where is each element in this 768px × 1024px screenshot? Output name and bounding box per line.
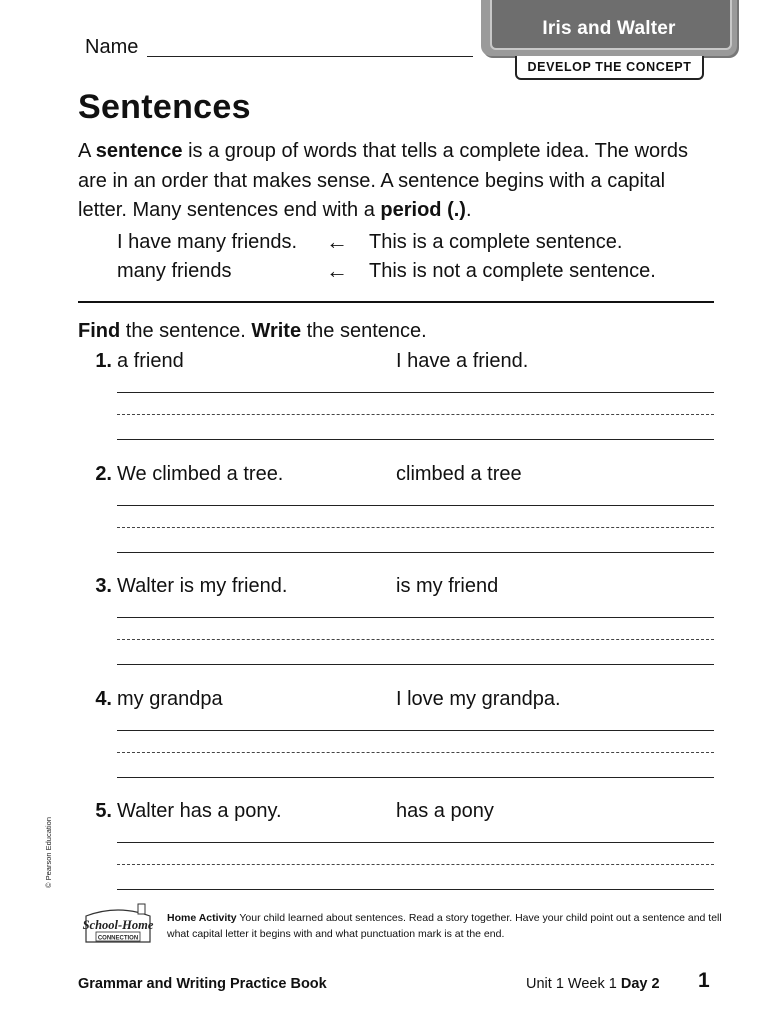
writing-line-mid[interactable] [117, 864, 714, 865]
item-choice-a: Walter has a pony. [117, 800, 282, 822]
school-home-connection-logo [78, 902, 158, 946]
writing-line-top[interactable] [117, 730, 714, 731]
instructions: Find the sentence. Write the sentence. [78, 320, 427, 342]
writing-line-top[interactable] [117, 392, 714, 393]
item-choice-a: Walter is my friend. [117, 575, 288, 597]
item-number: 2. [95, 463, 112, 485]
writing-line-mid[interactable] [117, 752, 714, 753]
item-choice-b: I have a friend. [396, 350, 529, 372]
item-number: 3. [95, 575, 112, 597]
arrow-left-icon: ← [326, 258, 348, 283]
writing-line-mid[interactable] [117, 527, 714, 528]
arrow-left-icon: ← [326, 229, 348, 254]
unit-week-day: Unit 1 Week 1 Day 2 [526, 976, 660, 992]
section-divider [78, 301, 714, 303]
example-note-2: This is not a complete sentence. [369, 260, 656, 282]
writing-line-mid[interactable] [117, 639, 714, 640]
copyright-wrap [44, 817, 115, 897]
logo-line-2: CONNECTION [97, 935, 139, 942]
item-number: 5. [95, 800, 112, 822]
writing-line-base[interactable] [117, 889, 714, 890]
writing-line-base[interactable] [117, 439, 714, 440]
book-title: Grammar and Writing Practice Book [78, 976, 327, 992]
name-label: Name [85, 36, 139, 58]
example-note-1: This is a complete sentence. [369, 231, 623, 253]
example-text-2: many friends [117, 260, 232, 282]
item-choice-b: has a pony [396, 800, 494, 822]
writing-line-base[interactable] [117, 777, 714, 778]
example-text-1: I have many friends. [117, 231, 298, 253]
page-number: 1 [698, 969, 710, 992]
writing-line-top[interactable] [117, 617, 714, 618]
writing-line-top[interactable] [117, 505, 714, 506]
item-number: 1. [95, 350, 112, 372]
item-choice-b: climbed a tree [396, 463, 522, 485]
home-activity-note: Home Activity Your child learned about sentences. Read a story together. Have your child point out a sentence and tell what capital letter it begins with and what punctuation mark is at the end. [167, 912, 722, 940]
writing-line-top[interactable] [117, 842, 714, 843]
logo-line-1: School-Home [82, 918, 154, 932]
section-label: DEVELOP THE CONCEPT [527, 60, 692, 74]
writing-line-mid[interactable] [117, 414, 714, 415]
writing-line-base[interactable] [117, 552, 714, 553]
item-choice-a: We climbed a tree. [117, 463, 284, 485]
copyright-notice: © Pearson Education [44, 817, 53, 888]
item-choice-b: is my friend [396, 575, 499, 597]
name-field-line[interactable] [147, 56, 473, 57]
item-number: 4. [95, 688, 112, 710]
item-choice-a: my grandpa [117, 688, 223, 710]
writing-line-base[interactable] [117, 664, 714, 665]
item-choice-a: a friend [117, 350, 184, 372]
story-title: Iris and Walter [542, 18, 676, 39]
intro-paragraph: A sentence is a group of words that tells a complete idea. The words are in an order that makes sense. A sentence begins with a capital letter. Many sentences end with a period (.). [78, 140, 688, 221]
item-choice-b: I love my grandpa. [396, 688, 561, 710]
page-title: Sentences [78, 88, 251, 126]
